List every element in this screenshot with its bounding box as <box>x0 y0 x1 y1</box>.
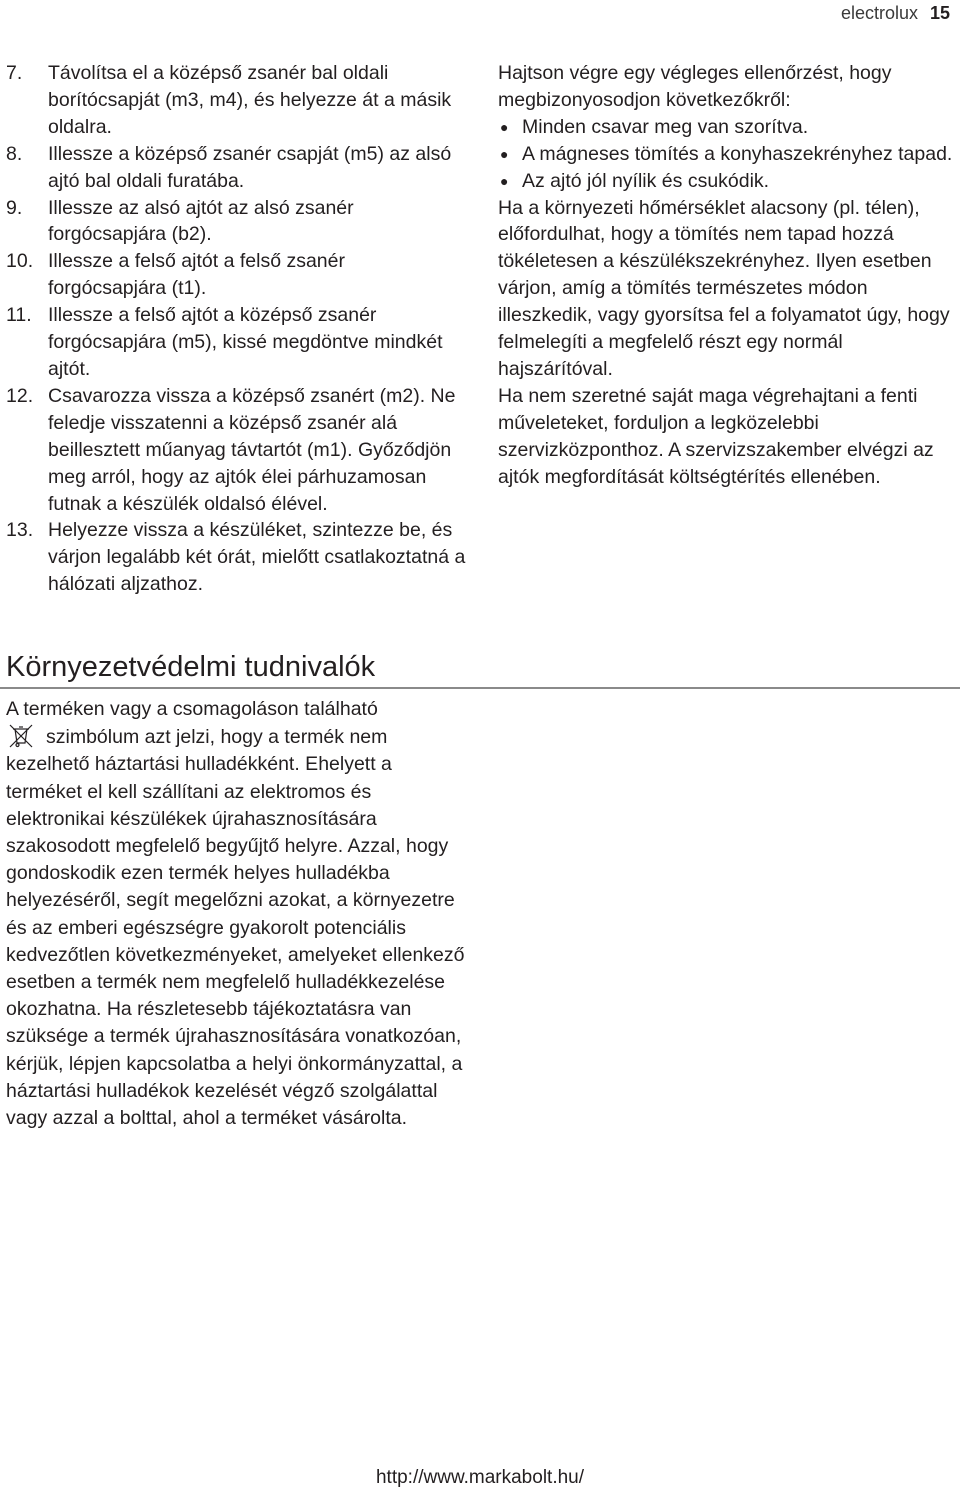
step-text: Illessze a középső zsanér csapját (m5) az alsó ajtó bal oldali furatába. <box>48 142 452 192</box>
step-item <box>6 383 468 518</box>
step-text: Illessze a felső ajtót a felső zsanér forgócsapjára (t1). <box>48 250 345 300</box>
step-text: Helyezze vissza a készüléket, szintezze be, és várjon legalább két órát, mielőtt csatlakoztatná a hálózati aljzathoz. <box>48 519 466 596</box>
brand-name: electrolux <box>840 2 918 23</box>
environment-text: szimbólum azt jelzi, hogy a termék nem kezelhető háztartási hulladékként. Ehelyett a terméket el kell szállítani az elektromos és elektronikai készülékek újrahasznosítására szakosodott megfelelő begyűjtő helyre. Azzal, hogy gondoskodik ezen termék helyes hulladékba helyezéséről, segít megelőzni azokat, a környezetre és az emberi egészségre gyakorolt potenciális kedvezőtlen következményeket, amelyeket ellenkező esetben a termék nem megfelelő hulladékkezelése okozhatna. Ha részletesebb tájékoztatásra van szüksége a termék újrahasznosítására vonatkozóan, kérjük, lépjen kapcsolatba a helyi önkormányzattal, a háztartási hulladékok kezelését végző szolgálattal vagy azzal a bolttal, ahol a terméket vásárolta. <box>6 726 465 1130</box>
step-text: Távolítsa el a középső zsanér bal oldali borítócsapját (m3, m4), és helyezze át a másik oldalra. <box>48 62 452 138</box>
list-item <box>498 114 960 141</box>
bullet-text: Az ajtó jól nyílik és csukódik. <box>522 169 770 192</box>
step-number: 12. <box>6 384 34 407</box>
service-note: Ha nem szeretné saját maga végrehajtani a fenti műveleteket, forduljon a legközelebbi szervizközponthoz. A szervizszakember elvégzi az ajtók megfordítását költségtérítés ellenében. <box>498 384 934 488</box>
final-check-list <box>498 114 960 195</box>
step-text: Illessze a felső ajtót a középső zsanér forgócsapjára (m5), kissé megdöntve mindkét ajtót. <box>48 304 443 380</box>
final-check-intro: Hajtson végre egy végleges ellenőrzést, hogy megbizonyosodjon következőkről: <box>498 62 892 111</box>
environment-section-body <box>6 696 468 1132</box>
bullet-text: A mágneses tömítés a konyhaszekrényhez tapad. <box>522 142 953 165</box>
environment-intro: A terméken vagy a csomagoláson található <box>6 698 378 720</box>
crossed-out-wheelie-bin-icon <box>6 723 36 749</box>
step-number: 13. <box>6 519 34 542</box>
step-text: Illessze az alsó ajtót az alsó zsanér forgócsapjára (b2). <box>48 196 354 246</box>
door-reversal-steps <box>6 60 468 598</box>
left-column <box>6 60 468 598</box>
step-item <box>6 141 468 195</box>
bullet-icon: ● <box>500 145 509 162</box>
page-header <box>841 0 960 26</box>
bullet-text: Minden csavar meg van szorítva. <box>522 115 809 138</box>
bullet-icon: ● <box>500 118 509 135</box>
step-item <box>6 195 468 249</box>
step-number: 11. <box>6 304 32 327</box>
environment-section-title: Környezetvédelmi tudnivalók <box>6 651 376 683</box>
step-number: 8. <box>6 142 23 165</box>
low-temperature-note: Ha a környezeti hőmérséklet alacsony (pl. télen), előfordulhat, hogy a tömítés nem tapad hozzá tökéletesen a készülékszekrényhez. Ilyen esetben várjon, amíg a tömítés természetes módon illeszkedik, vagy gyorsítsa fel a folyamatot úgy, hogy felmelegíti a megfelelő részt egy normál hajszárítóval. <box>498 196 950 380</box>
footer-url[interactable]: http://www.markabolt.hu/ <box>375 1467 585 1488</box>
step-text: Csavarozza vissza a középső zsanért (m2). Ne feledje visszatenni a középső zsanér alá beillesztett műanyag távtartót (m1). Győződjön meg arról, hogy az ajtók élei párhuzamosan futnak a készülék oldalsó élével. <box>48 384 456 515</box>
bullet-icon: ● <box>500 172 509 189</box>
step-item <box>6 302 468 383</box>
step-item <box>6 517 468 598</box>
section-divider <box>0 687 960 689</box>
right-column <box>498 60 960 491</box>
step-number: 7. <box>6 62 23 84</box>
step-item <box>6 60 468 141</box>
step-number: 10. <box>6 250 34 273</box>
environment-paragraph <box>6 723 468 1132</box>
list-item <box>498 168 960 195</box>
step-item <box>6 248 468 302</box>
page-number: 15 <box>930 2 951 23</box>
list-item <box>498 141 960 168</box>
step-number: 9. <box>6 196 23 219</box>
